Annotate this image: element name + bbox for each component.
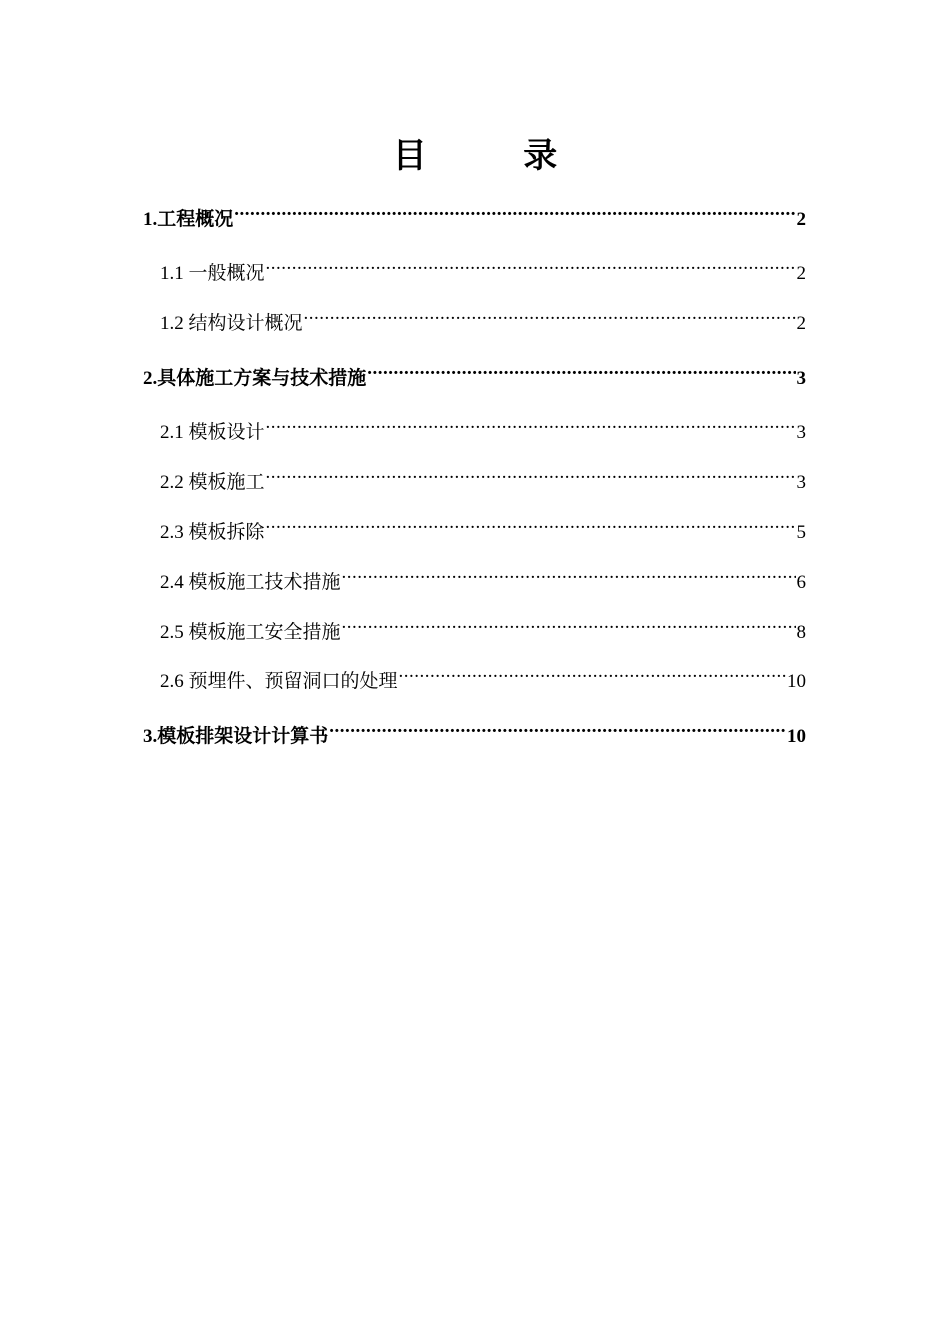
dot-leader bbox=[266, 458, 796, 488]
toc-entry-label: 2.具体施工方案与技术措施 bbox=[143, 368, 367, 389]
toc-entry-3[interactable] bbox=[143, 712, 806, 747]
toc-entry-page: 3 bbox=[796, 472, 806, 493]
toc-entry-page: 5 bbox=[796, 522, 806, 543]
toc-entry-label: 1.2 结构设计概况 bbox=[160, 313, 303, 334]
toc-entry-page: 3 bbox=[796, 422, 806, 443]
toc-entry-1[interactable] bbox=[143, 195, 806, 230]
toc-entry-label: 1.1 一般概况 bbox=[160, 263, 265, 284]
dot-leader bbox=[329, 712, 786, 742]
dot-leader bbox=[266, 508, 796, 538]
toc-entry-2-3[interactable] bbox=[160, 508, 806, 543]
toc-entry-2-1[interactable] bbox=[160, 408, 806, 443]
dot-leader bbox=[367, 354, 795, 384]
toc-entry-page: 10 bbox=[787, 726, 806, 747]
toc-entry-2-5[interactable] bbox=[160, 608, 806, 643]
toc-entry-1-1[interactable] bbox=[160, 249, 806, 284]
toc-entry-page: 8 bbox=[796, 622, 806, 643]
dot-leader bbox=[399, 657, 786, 687]
toc-entry-label: 2.4 模板施工技术措施 bbox=[160, 572, 341, 593]
dot-leader bbox=[304, 299, 796, 329]
dot-leader bbox=[342, 558, 796, 588]
toc-entry-label: 1.工程概况 bbox=[143, 209, 234, 230]
toc-entry-label: 2.6 预埋件、预留洞口的处理 bbox=[160, 671, 398, 692]
toc-entry-1-2[interactable] bbox=[160, 299, 806, 334]
toc-entry-page: 3 bbox=[796, 368, 806, 389]
dot-leader bbox=[234, 195, 795, 225]
toc-entry-page: 10 bbox=[787, 671, 806, 692]
toc-entry-2-6[interactable] bbox=[160, 657, 806, 692]
toc-entry-page: 2 bbox=[796, 209, 806, 230]
toc-entry-page: 2 bbox=[796, 263, 806, 284]
toc-entry-page: 2 bbox=[796, 313, 806, 334]
toc-entry-label: 2.5 模板施工安全措施 bbox=[160, 622, 341, 643]
toc-entry-2-4[interactable] bbox=[160, 558, 806, 593]
toc-entry-label: 2.3 模板拆除 bbox=[160, 522, 265, 543]
toc-entry-2-2[interactable] bbox=[160, 458, 806, 493]
dot-leader bbox=[342, 608, 796, 638]
toc-entry-label: 3.模板排架设计计算书 bbox=[143, 726, 329, 747]
toc-entry-page: 6 bbox=[796, 572, 806, 593]
toc-title: 目 录 bbox=[392, 138, 602, 175]
dot-leader bbox=[266, 249, 796, 279]
dot-leader bbox=[266, 408, 796, 438]
toc-entry-label: 2.1 模板设计 bbox=[160, 422, 265, 443]
toc-entry-label: 2.2 模板施工 bbox=[160, 472, 265, 493]
toc-entry-2[interactable] bbox=[143, 354, 806, 389]
